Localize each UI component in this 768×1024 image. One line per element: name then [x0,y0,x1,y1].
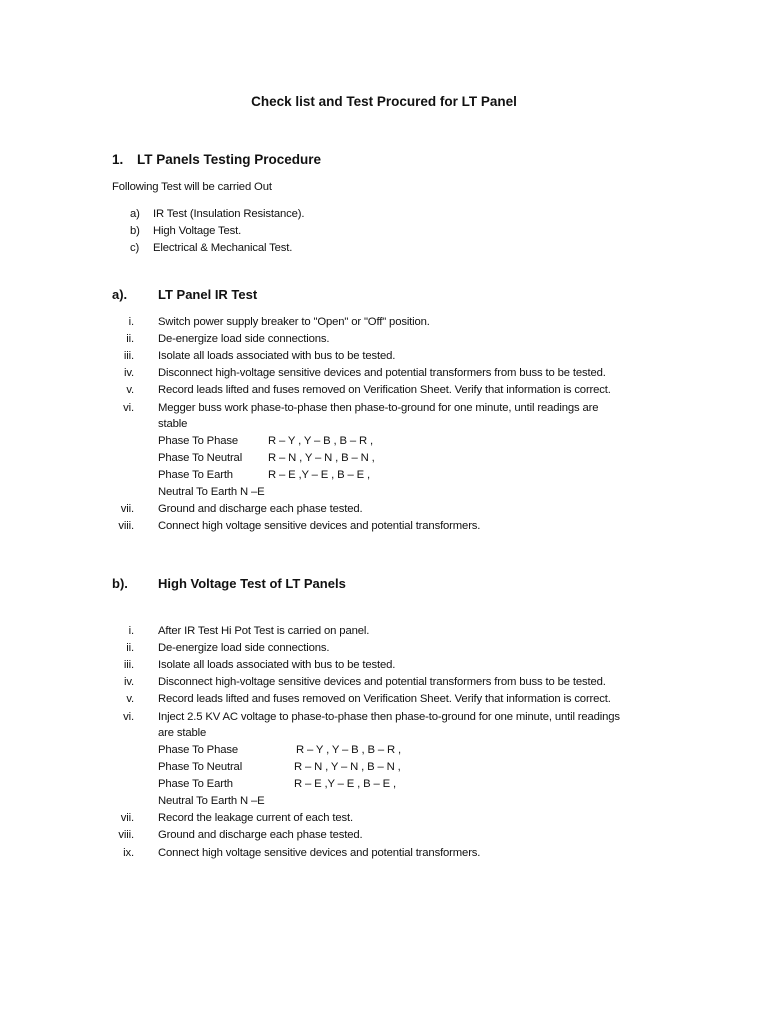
step-text: De-energize load side connections. [158,333,330,345]
list-item: IR Test (Insulation Resistance). [153,208,305,220]
step-number: i. [128,316,134,328]
list-marker: a) [130,208,140,220]
phase-value: R – N , Y – N , B – N , [268,452,375,464]
phase-value: R – E ,Y – E , B – E , [294,778,396,790]
step-text-continued: are stable [158,727,207,739]
section-a-marker: a). [112,287,128,302]
phase-value: R – Y , Y – B , B – R , [296,744,401,756]
phase-label: Phase To Phase [158,744,238,756]
section-1-heading: LT Panels Testing Procedure [137,152,322,167]
step-number: v. [126,693,134,705]
step-number: iv. [123,367,134,379]
step-number: vii. [120,812,134,824]
step-number: vi. [123,711,134,723]
step-text: Inject 2.5 KV AC voltage to phase-to-phase then phase-to-ground for one minute, until readings [158,711,620,723]
step-text-continued: stable [158,418,188,430]
step-number: ii. [126,333,134,345]
step-number: v. [126,384,134,396]
step-text: After IR Test Hi Pot Test is carried on panel. [158,625,370,637]
list-marker: c) [130,242,140,254]
step-text: Record leads lifted and fuses removed on Verification Sheet. Verify that information is correct. [158,693,611,705]
step-number: iv. [123,676,134,688]
page-title: Check list and Test Procured for LT Panel [251,94,517,109]
section-b-marker: b). [112,576,128,591]
step-text: Connect high voltage sensitive devices and potential transformers. [158,847,481,859]
step-text: Record leads lifted and fuses removed on Verification Sheet. Verify that information is correct. [158,384,611,396]
phase-label: Phase To Earth [158,469,233,481]
step-text: De-energize load side connections. [158,642,330,654]
phase-label: Phase To Phase [158,435,238,447]
step-text: Megger buss work phase-to-phase then phase-to-ground for one minute, until readings are [158,402,599,414]
step-text: Isolate all loads associated with bus to be tested. [158,350,396,362]
step-number: iii. [123,659,134,671]
step-text: Ground and discharge each phase tested. [158,829,363,841]
neutral-to-earth: Neutral To Earth N –E [158,486,265,498]
step-text: Switch power supply breaker to "Open" or "Off" position. [158,316,430,328]
step-text: Isolate all loads associated with bus to be tested. [158,659,396,671]
list-marker: b) [130,225,140,237]
step-number: viii. [118,829,134,841]
section-1-number: 1. [112,152,124,167]
step-number: iii. [123,350,134,362]
neutral-to-earth: Neutral To Earth N –E [158,795,265,807]
section-a-heading: LT Panel IR Test [158,287,258,302]
list-item: High Voltage Test. [153,225,242,237]
phase-value: R – Y , Y – B , B – R , [268,435,373,447]
step-text: Disconnect high-voltage sensitive devices and potential transformers from buss to be tested. [158,676,606,688]
step-text: Record the leakage current of each test. [158,812,353,824]
phase-label: Phase To Earth [158,778,233,790]
step-number: ii. [126,642,134,654]
list-item: Electrical & Mechanical Test. [153,242,293,254]
step-text: Disconnect high-voltage sensitive devices and potential transformers from buss to be tested. [158,367,606,379]
step-text: Connect high voltage sensitive devices and potential transformers. [158,520,481,532]
phase-label: Phase To Neutral [158,761,243,773]
section-1-intro: Following Test will be carried Out [112,181,272,193]
step-text: Ground and discharge each phase tested. [158,503,363,515]
step-number: vi. [123,402,134,414]
phase-label: Phase To Neutral [158,452,243,464]
step-number: i. [128,625,134,637]
phase-value: R – E ,Y – E , B – E , [268,469,370,481]
step-number: ix. [123,847,134,859]
step-number: vii. [120,503,134,515]
section-b-heading: High Voltage Test of LT Panels [158,576,346,591]
phase-value: R – N , Y – N , B – N , [294,761,401,773]
step-number: viii. [118,520,134,532]
